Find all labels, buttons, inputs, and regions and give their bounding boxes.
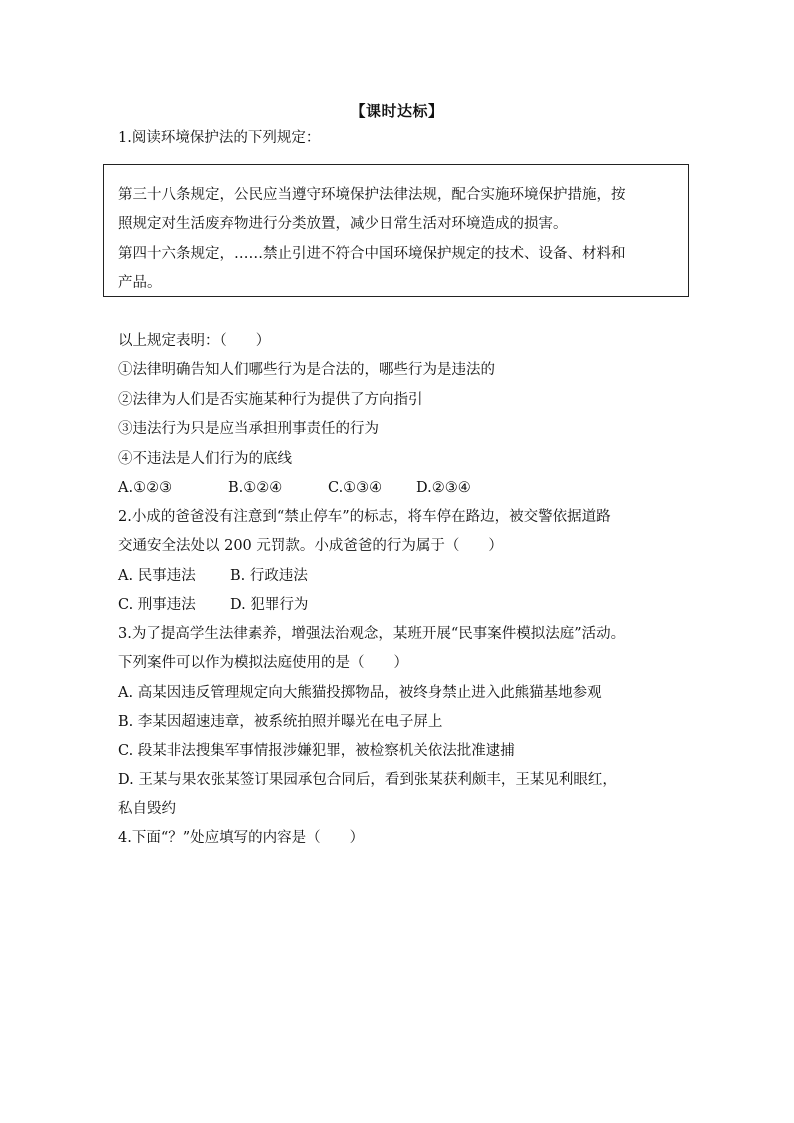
q2-stem-line: 交通安全法处以 200 元罚款。小成爸爸的行为属于（ ） [118,538,503,554]
q3-option-d: D. 王某与果农张某签订果园承包合同后，看到张某获利颇丰，王某见利眼红， [118,772,617,788]
q2-stem-line: 2.小成的爸爸没有注意到“禁止停车”的标志，将车停在路边，被交警依据道路 [118,509,611,525]
q1-statement: ④不违法是人们行为的底线 [118,451,292,467]
q1-option-d: D.②③④ [416,480,471,496]
q3-option-b: B. 李某因超速违章，被系统拍照并曝光在电子屏上 [118,714,443,730]
q1-box-line: 照规定对生活废弃物进行分类放置，减少日常生活对环境造成的损害。 [118,216,568,232]
q1-law-excerpt-box [103,164,689,297]
q1-stem: 1.阅读环境保护法的下列规定： [118,130,321,146]
q2-option-c: C. 刑事违法 [118,597,196,613]
q1-box-line: 第三十八条规定，公民应当遵守环境保护法律法规，配合实施环境保护措施，按 [118,187,626,203]
q2-option-d: D. 犯罪行为 [230,597,309,613]
q3-stem-line: 下列案件可以作为模拟法庭使用的是（ ） [118,655,408,671]
section-title: 【课时达标】 [350,102,444,120]
q1-option-b: B.①②④ [228,480,283,496]
q3-option-a: A. 高某因违反管理规定向大熊猫投掷物品，被终身禁止进入此熊猫基地参观 [118,685,602,701]
q1-box-line: 第四十六条规定，……禁止引进不符合中国环境保护规定的技术、设备、材料和 [118,246,626,262]
q2-option-b: B. 行政违法 [230,568,308,584]
q2-option-a: A. 民事违法 [118,568,196,584]
q3-option-c: C. 段某非法搜集军事情报涉嫌犯罪，被检察机关依法批准逮捕 [118,743,515,759]
q1-options-row [118,479,471,497]
q3-option-d-continued: 私自毁约 [118,801,176,817]
q1-option-a: A.①②③ [118,480,173,496]
q1-prompt: 以上规定表明：（ ） [118,333,271,349]
q1-statement: ①法律明确告知人们哪些行为是合法的，哪些行为是违法的 [118,362,495,378]
q1-box-line: 产品。 [118,275,162,291]
q2-options-row [118,567,308,585]
q4-stem: 4.下面“？”处应填写的内容是（ ） [118,830,365,846]
q2-options-row [118,596,308,614]
q3-stem-line: 3.为了提高学生法律素养，增强法治观念，某班开展“民事案件模拟法庭”活动。 [118,626,626,642]
q1-statement: ③违法行为只是应当承担刑事责任的行为 [118,421,379,437]
q1-statement: ②法律为人们是否实施某种行为提供了方向指引 [118,392,423,408]
q1-option-c: C.①③④ [328,480,383,496]
